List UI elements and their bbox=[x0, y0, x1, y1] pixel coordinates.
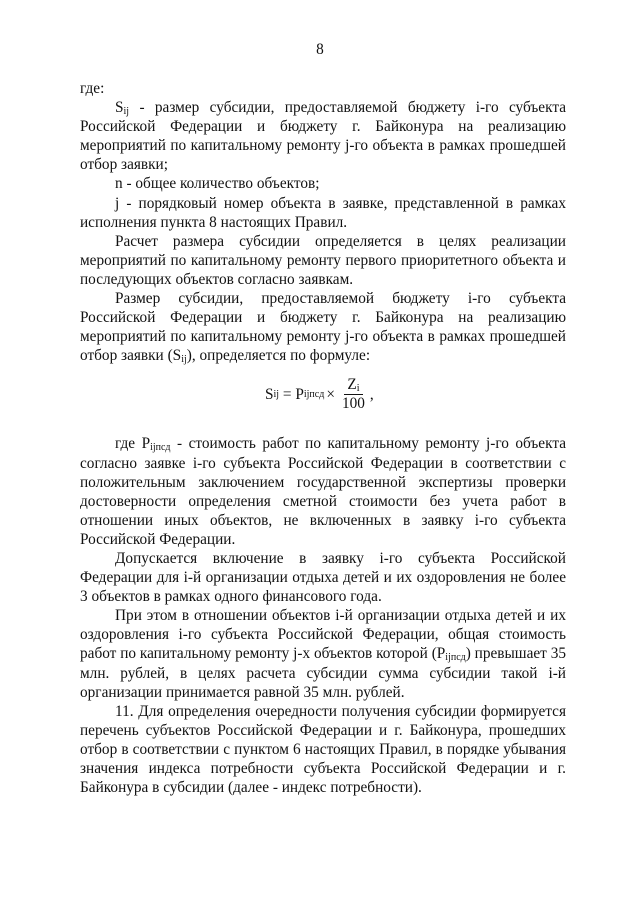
formula-equals-p: = P bbox=[279, 386, 304, 404]
s-definition-text: - размер субсидии, предоставляемой бюджету i-го субъекта Российской Федерации и бюджету г. Байконура на реализацию мероприятий по капитальному ремонту j-го объекта в рамках прошедшей отбор заявки; bbox=[80, 99, 566, 174]
subsidy-size-symbol: S bbox=[172, 347, 182, 365]
numerator-symbol: Z bbox=[347, 376, 357, 394]
intro-where: где: bbox=[80, 80, 105, 97]
cost-text: - стоимость работ по капитальному ремонту j-го объекта согласно заявке i-го субъекта Российской Федерации в соответствии с положительным заключением государственной экспертизы проверки достоверности определения сметной стоимости без учета работ в отношении иных объектов, не включенных в заявку i-го субъекта Российской Федерации. bbox=[80, 435, 566, 548]
formula-fraction bbox=[339, 376, 368, 413]
formula-denominator: 100 bbox=[341, 395, 365, 413]
formula-lhs: S bbox=[265, 386, 274, 404]
definition-n: n - общее количество объектов; bbox=[115, 175, 320, 193]
formula: S ij = P ijпсд × $\frac{Z_i}{100}$ , bbox=[265, 376, 374, 413]
page-number: 8 bbox=[316, 41, 324, 58]
paragraph-11: 11. Для определения очередности получения субсидии формируется перечень субъектов Российской Федерации и г. Байконура, прошедших отбор в соответствии с пунктом 6 настоящих Правил, в порядке убывания значения индекса потребности субъекта Российской Федерации и г. Байконура в субсидии (далее - индекс потребности). bbox=[80, 702, 566, 797]
subsidy-size-text: Размер субсидии, предоставляемой бюджету i-го субъекта Российской Федерации и бюджету г. Байконура на реализацию мероприятий по капитальному ремонту j-го объекта в рамках прошедшей отбор заявки ( bbox=[80, 290, 566, 365]
definition-j: j - порядковый номер объекта в заявке, представленной в рамках исполнения пункта 8 настоящих Правил. bbox=[80, 194, 566, 231]
paragraph-subsidy-size bbox=[80, 289, 566, 365]
limit-subscript: ijпсд bbox=[445, 652, 466, 664]
limit-text: При этом в отношении объектов i-й организации отдыха детей и их оздоровления i-го субъекта Российской Федерации, общая стоимость работ по капитальному ремонту j-х объектов которой (P bbox=[80, 607, 566, 663]
paragraph-limit bbox=[80, 606, 566, 701]
paragraph-allowed: Допускается включение в заявку i-го субъекта Российской Федерации для i-й организации отдыха детей и их оздоровления не более 3 объектов в рамках одного финансового года. bbox=[80, 549, 566, 606]
cost-subscript: ijпсд bbox=[150, 442, 171, 454]
paragraph-cost-definition bbox=[80, 434, 566, 549]
formula-numerator bbox=[344, 376, 362, 395]
document-body bbox=[80, 79, 566, 797]
s-subscript: ij bbox=[123, 106, 130, 118]
cost-lead: где P bbox=[115, 435, 151, 453]
s-symbol: S bbox=[115, 99, 124, 117]
subsidy-size-subscript: ij bbox=[181, 354, 187, 366]
limit-tail: ) превышает 35 млн. рублей, в целях расчета субсидии сумма субсидии такой i-й организации принимается равной 35 млн. рублей. bbox=[80, 645, 566, 701]
numerator-subscript: i bbox=[356, 383, 360, 395]
subsidy-size-tail: ), определяется по формуле: bbox=[186, 347, 371, 365]
paragraph-calculation: Расчет размера субсидии определяется в целях реализации мероприятий по капитальному ремонту первого приоритетного объекта и последующих объектов согласно заявкам. bbox=[80, 232, 566, 288]
formula-times: × bbox=[326, 386, 335, 404]
formula-end: , bbox=[369, 386, 374, 404]
definition-s bbox=[80, 98, 566, 174]
